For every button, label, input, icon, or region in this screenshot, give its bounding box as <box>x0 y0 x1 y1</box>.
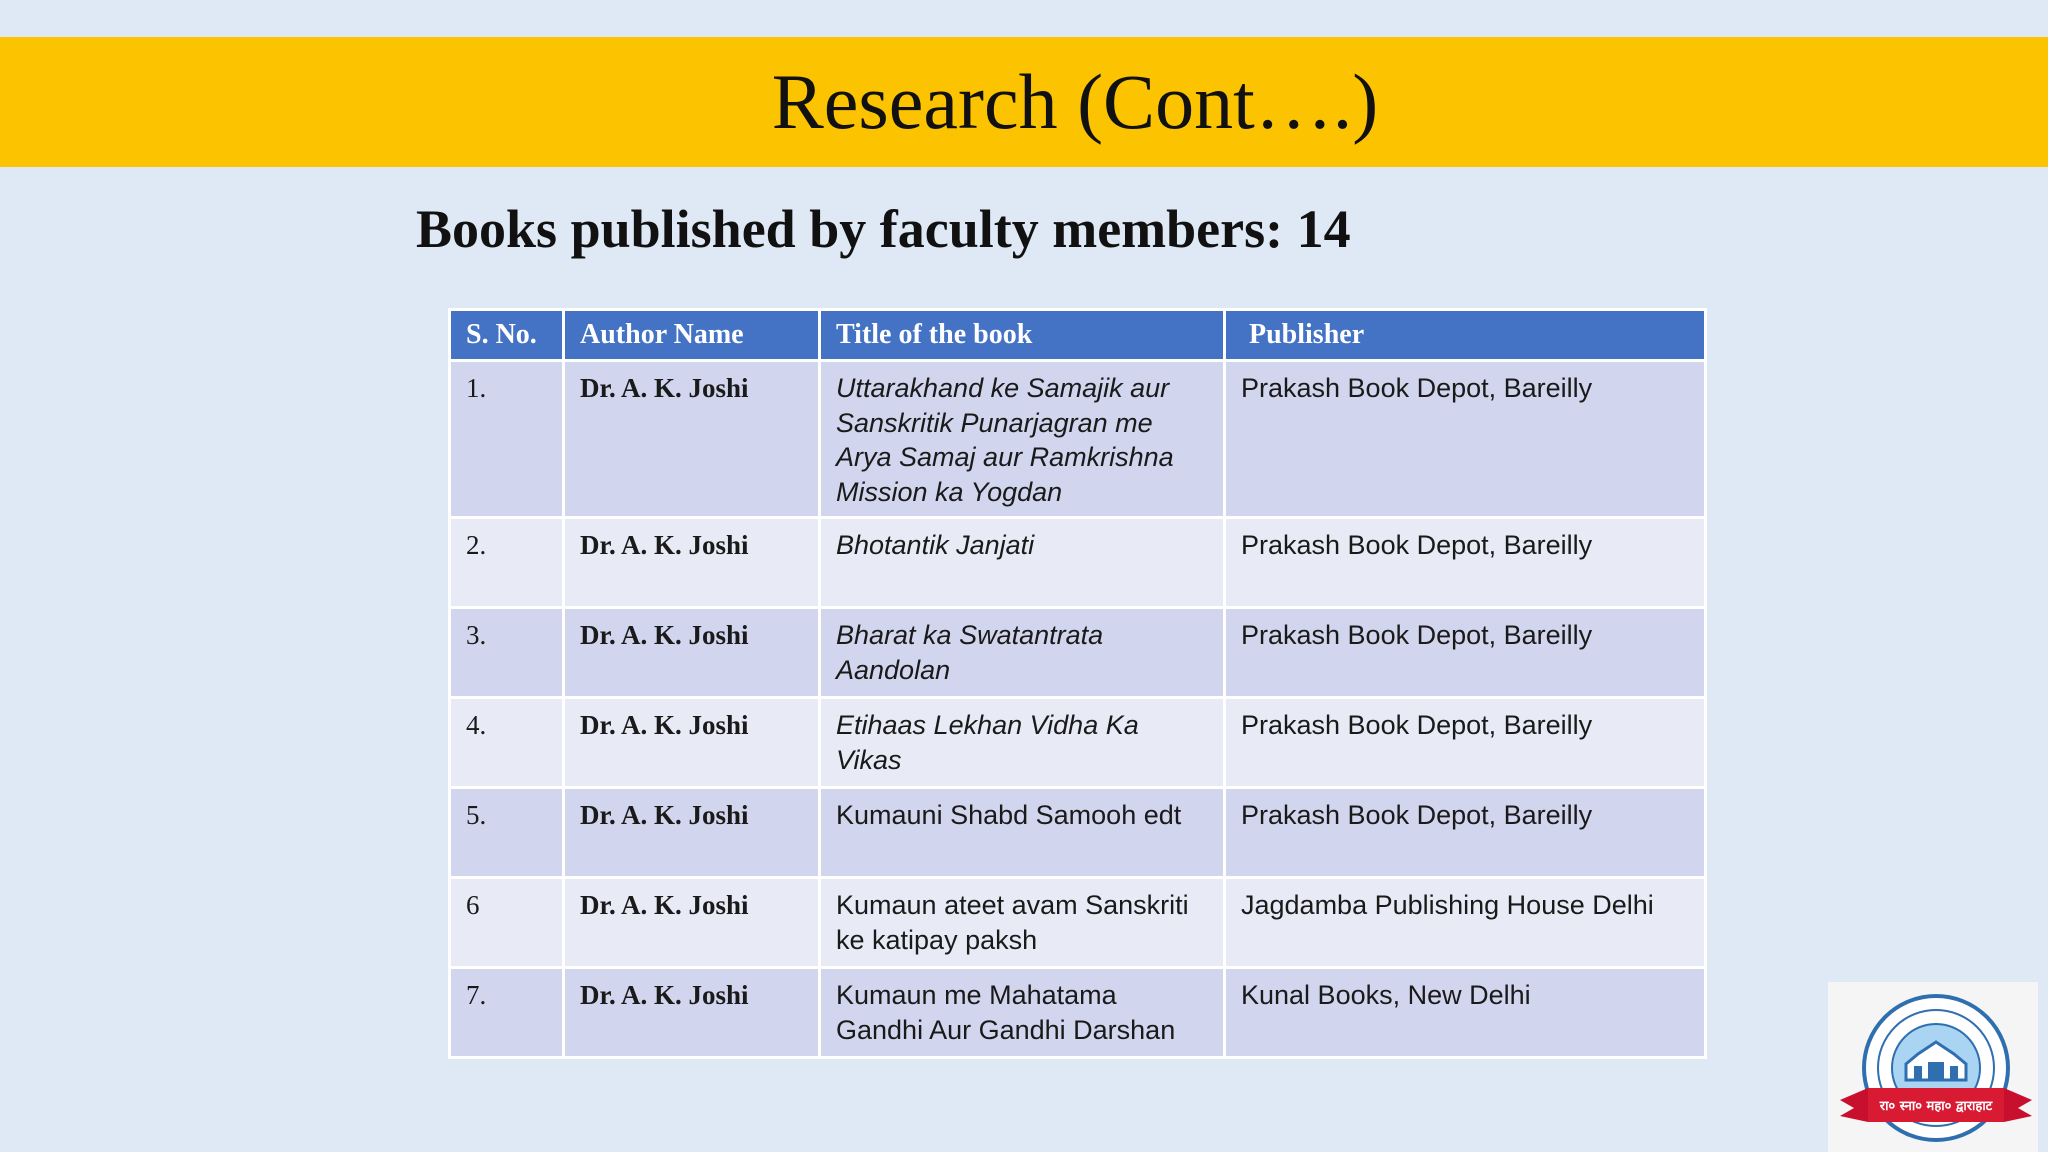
cell-book-title: Kumaun ateet avam Sanskriti ke katipay paksh <box>820 878 1225 968</box>
cell-publisher: Prakash Book Depot, Bareilly <box>1225 361 1706 518</box>
cell-sno: 5. <box>450 788 564 878</box>
cell-author: Dr. A. K. Joshi <box>564 788 820 878</box>
table-row <box>450 968 1706 1058</box>
table-row <box>450 878 1706 968</box>
cell-book-title: Bharat ka Swatantrata Aandolan <box>820 608 1225 698</box>
cell-sno: 6 <box>450 878 564 968</box>
header-title: Title of the book <box>820 310 1225 361</box>
header-sno: S. No. <box>450 310 564 361</box>
cell-author: Dr. A. K. Joshi <box>564 968 820 1058</box>
cell-sno: 3. <box>450 608 564 698</box>
header-publisher: Publisher <box>1225 310 1706 361</box>
cell-book-title: Etihaas Lekhan Vidha Ka Vikas <box>820 698 1225 788</box>
cell-sno: 2. <box>450 518 564 608</box>
books-table <box>448 308 1707 1059</box>
cell-publisher: Prakash Book Depot, Bareilly <box>1225 608 1706 698</box>
logo <box>1828 982 2038 1152</box>
table-row <box>450 698 1706 788</box>
slide-title: Research (Cont….) <box>771 58 1379 145</box>
cell-author: Dr. A. K. Joshi <box>564 878 820 968</box>
table-row <box>450 361 1706 518</box>
table-header-row <box>450 310 1706 361</box>
college-emblem-icon <box>1828 982 2038 1152</box>
cell-publisher: Jagdamba Publishing House Delhi <box>1225 878 1706 968</box>
cell-author: Dr. A. K. Joshi <box>564 361 820 518</box>
cell-publisher: Prakash Book Depot, Bareilly <box>1225 788 1706 878</box>
cell-book-title: Bhotantik Janjati <box>820 518 1225 608</box>
cell-book-title: Kumauni Shabd Samooh edt <box>820 788 1225 878</box>
cell-book-title: Uttarakhand ke Samajik aur Sanskritik Punarjagran me Arya Samaj aur Ramkrishna Mission ka Yogdan <box>820 361 1225 518</box>
cell-publisher: Prakash Book Depot, Bareilly <box>1225 698 1706 788</box>
cell-publisher: Prakash Book Depot, Bareilly <box>1225 518 1706 608</box>
slide-subtitle: Books published by faculty members: 14 <box>416 199 1351 259</box>
cell-book-title: Kumaun me Mahatama Gandhi Aur Gandhi Darshan <box>820 968 1225 1058</box>
cell-author: Dr. A. K. Joshi <box>564 518 820 608</box>
table-row <box>450 608 1706 698</box>
cell-sno: 7. <box>450 968 564 1058</box>
cell-author: Dr. A. K. Joshi <box>564 698 820 788</box>
logo-ribbon-text: रा० स्ना० महा० द्वाराहाट <box>1879 1099 1993 1114</box>
table-row <box>450 518 1706 608</box>
cell-sno: 1. <box>450 361 564 518</box>
cell-sno: 4. <box>450 698 564 788</box>
cell-author: Dr. A. K. Joshi <box>564 608 820 698</box>
header-author: Author Name <box>564 310 820 361</box>
table-row <box>450 788 1706 878</box>
cell-publisher: Kunal Books, New Delhi <box>1225 968 1706 1058</box>
